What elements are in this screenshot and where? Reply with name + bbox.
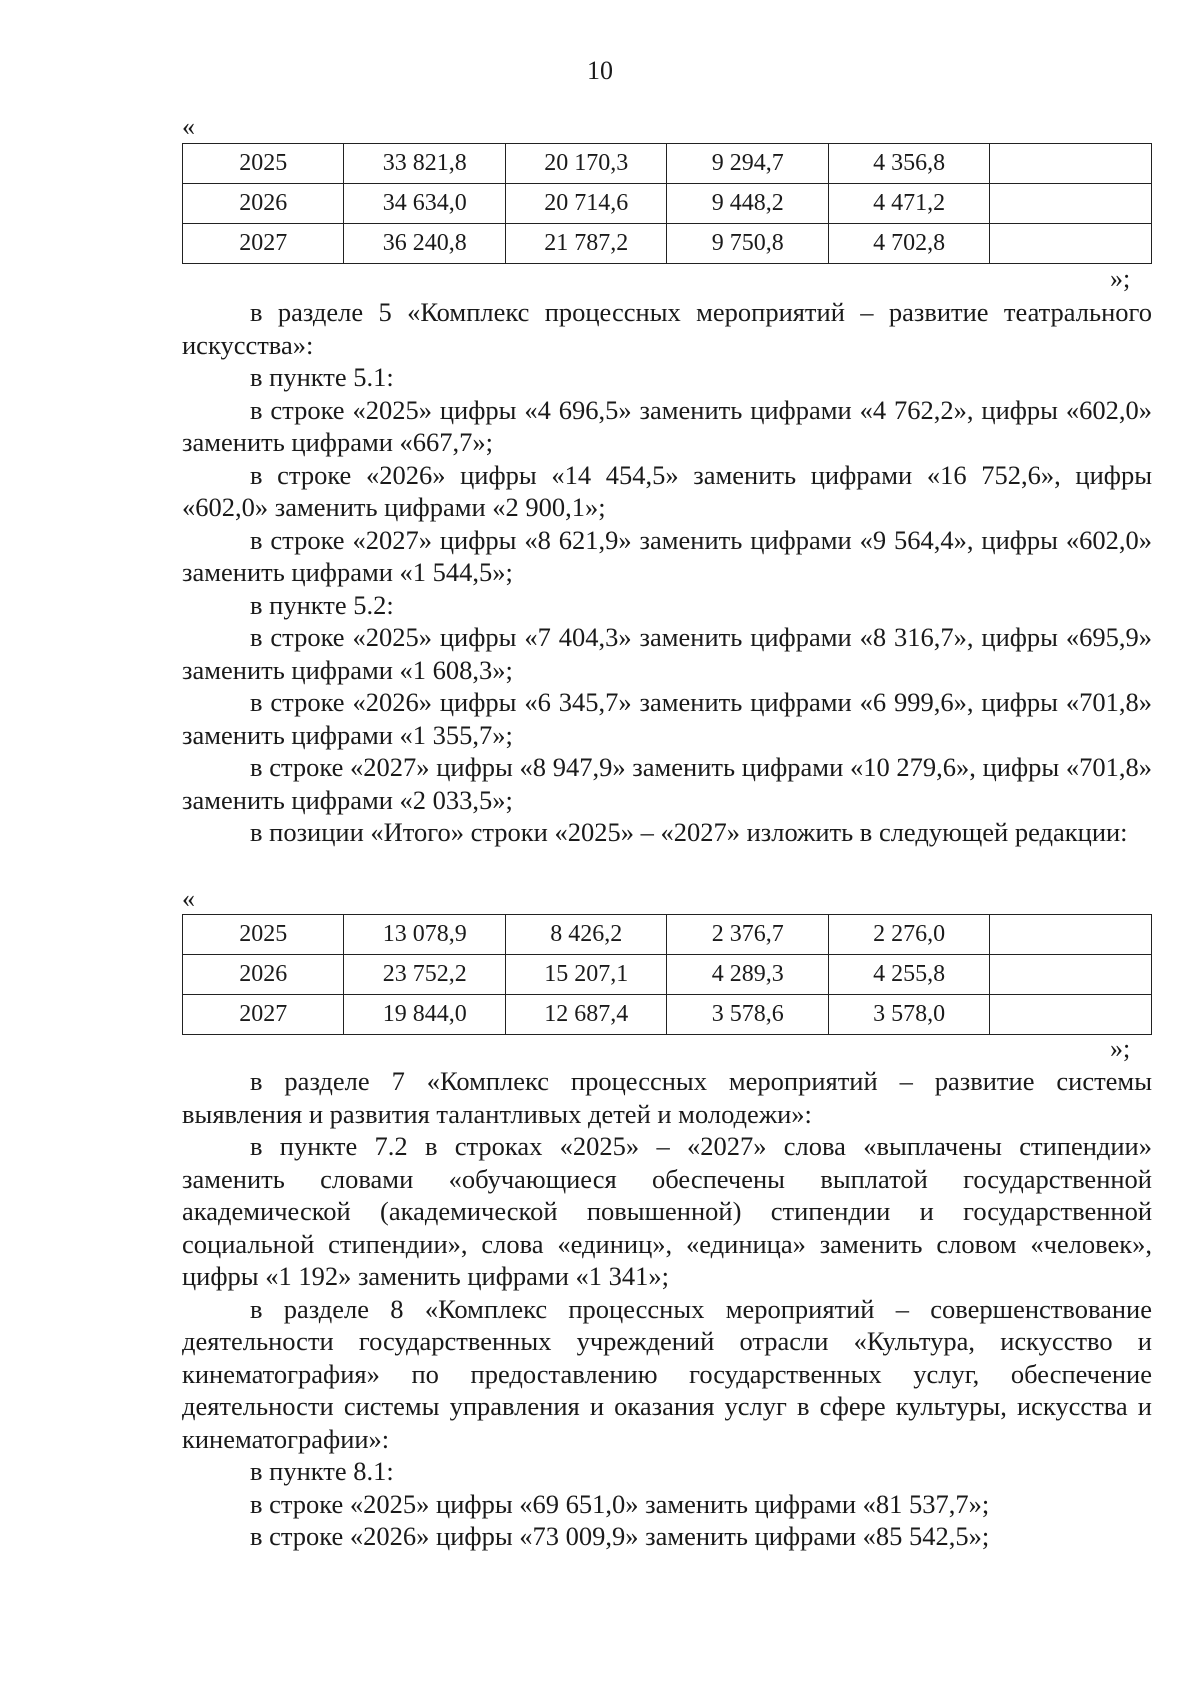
table-cell-year: 2026 <box>183 955 344 995</box>
table-cell: 9 294,7 <box>667 144 828 184</box>
table-cell <box>990 995 1152 1035</box>
table-cell: 13 078,9 <box>344 915 505 955</box>
paragraph: в пункте 8.1: <box>250 1456 394 1486</box>
table-row <box>183 224 1152 264</box>
table-cell: 9 448,2 <box>667 184 828 224</box>
table-cell: 21 787,2 <box>505 224 666 264</box>
table-cell: 19 844,0 <box>344 995 505 1035</box>
table-cell: 3 578,0 <box>828 995 989 1035</box>
table-cell: 12 687,4 <box>505 995 666 1035</box>
table-cell <box>990 224 1152 264</box>
table-cell: 4 289,3 <box>667 955 828 995</box>
table-row <box>183 955 1152 995</box>
table-cell: 4 471,2 <box>828 184 989 224</box>
closing-quote-2: »; <box>1110 1034 1131 1063</box>
table-cell <box>990 915 1152 955</box>
table-cell: 34 634,0 <box>344 184 505 224</box>
paragraph: в строке «2026» цифры «6 345,7» заменить цифрами «6 999,6», цифры «701,8» заменить цифрами «1 355,7»; <box>182 687 1152 750</box>
table-cell-year: 2026 <box>183 184 344 224</box>
paragraph: в строке «2025» цифры «69 651,0» заменить цифрами «81 537,7»; <box>250 1488 990 1519</box>
paragraph: в строке «2026» цифры «73 009,9» заменить цифрами «85 542,5»; <box>250 1521 990 1551</box>
opening-quote-1: « <box>182 112 195 141</box>
table-cell <box>990 184 1152 224</box>
body-text-section-5 <box>182 296 1152 849</box>
table-cell: 20 170,3 <box>505 144 666 184</box>
table-cell: 15 207,1 <box>505 955 666 995</box>
table-cell-year: 2027 <box>183 224 344 264</box>
table-cell: 8 426,2 <box>505 915 666 955</box>
table-cell: 4 356,8 <box>828 144 989 184</box>
table-cell: 23 752,2 <box>344 955 505 995</box>
paragraph: в пункте 5.1: <box>250 362 394 392</box>
table-cell: 36 240,8 <box>344 224 505 264</box>
financing-table-1 <box>182 143 1152 264</box>
financing-table-2 <box>182 914 1152 1035</box>
table-cell: 2 376,7 <box>667 915 828 955</box>
table-cell-year: 2027 <box>183 995 344 1035</box>
body-text-sections-7-8 <box>182 1065 1152 1553</box>
paragraph: в строке «2025» цифры «4 696,5» заменить цифрами «4 762,2», цифры «602,0» заменить цифрами «667,7»; <box>182 394 1152 457</box>
closing-quote-1: »; <box>1110 264 1131 293</box>
opening-quote-2: « <box>182 884 195 913</box>
table-cell: 3 578,6 <box>667 995 828 1035</box>
table-cell: 4 702,8 <box>828 224 989 264</box>
table-cell-year: 2025 <box>183 144 344 184</box>
table-row <box>183 995 1152 1035</box>
paragraph: в строке «2027» цифры «8 621,9» заменить цифрами «9 564,4», цифры «602,0» заменить цифрами «1 544,5»; <box>182 524 1152 587</box>
paragraph: в пункте 5.2: <box>250 589 394 620</box>
paragraph: в разделе 5 «Комплекс процессных мероприятий – развитие театрального искусства»: <box>182 297 1152 360</box>
table-cell: 20 714,6 <box>505 184 666 224</box>
paragraph: в разделе 7 «Комплекс процессных мероприятий – развитие системы выявления и развития талантливых детей и молодежи»: <box>182 1066 1152 1129</box>
paragraph: в пункте 7.2 в строках «2025» – «2027» слова «выплачены стипендии» заменить словами «обучающиеся обеспечены выплатой государственной академической (академической повышенной) стипендии и государственной социальной стипендии», слова «единиц», «единица» заменить словом «человек», цифры «1 192» заменить цифрами «1 341»; <box>182 1131 1152 1291</box>
table-row <box>183 184 1152 224</box>
paragraph: в позиции «Итого» строки «2025» – «2027» изложить в следующей редакции: <box>250 817 1128 847</box>
table-cell <box>990 955 1152 995</box>
table-cell: 9 750,8 <box>667 224 828 264</box>
paragraph: в строке «2025» цифры «7 404,3» заменить цифрами «8 316,7», цифры «695,9» заменить цифрами «1 608,3»; <box>182 622 1152 685</box>
page-number: 10 <box>587 56 613 85</box>
table-cell: 2 276,0 <box>828 915 989 955</box>
paragraph: в строке «2026» цифры «14 454,5» заменить цифрами «16 752,6», цифры «602,0» заменить цифрами «2 900,1»; <box>182 459 1152 522</box>
table-cell: 4 255,8 <box>828 955 989 995</box>
table-cell <box>990 144 1152 184</box>
table-row <box>183 915 1152 955</box>
paragraph: в строке «2027» цифры «8 947,9» заменить цифрами «10 279,6», цифры «701,8» заменить цифрами «2 033,5»; <box>182 752 1152 815</box>
paragraph: в разделе 8 «Комплекс процессных мероприятий – совершенствование деятельности государственных учреждений отрасли «Культура, искусство и кинематография» по предоставлению государственных услуг, обеспечение деятельности системы управления и оказания услуг в сфере культуры, искусства и кинематографии»: <box>182 1293 1152 1454</box>
table-row <box>183 144 1152 184</box>
table-cell-year: 2025 <box>183 915 344 955</box>
table-cell: 33 821,8 <box>344 144 505 184</box>
